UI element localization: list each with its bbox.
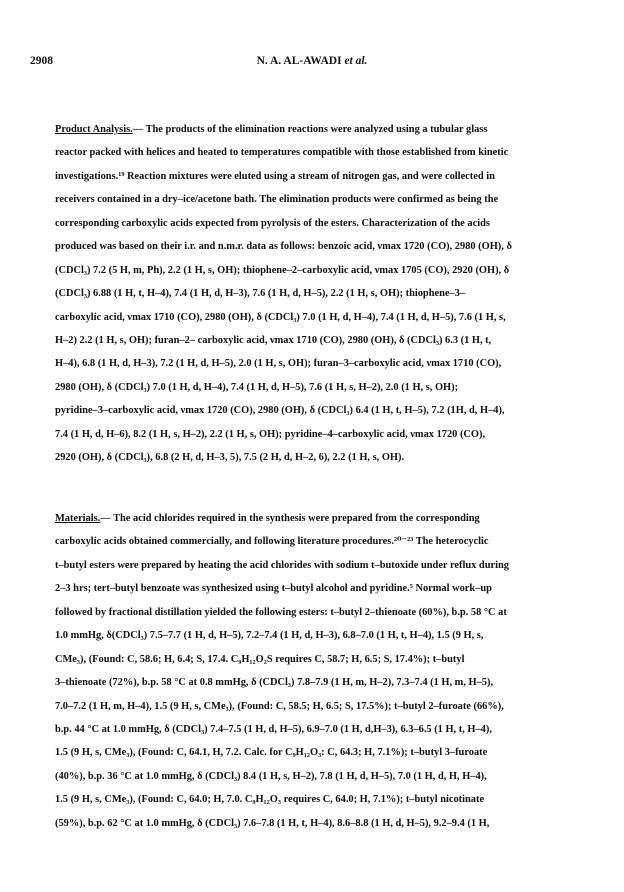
paragraph-line: (59%), b.p. 62 °C at 1.0 mmHg, δ (CDCl₃) 7.6–7.8 (1 H, t, H–4), 8.6–8.8 (1 H, d, H–5), 9.2–9.4 (1 H, [55,817,490,829]
section-heading-materials: Materials. [55,513,101,524]
section-heading-product-analysis: Product Analysis. [55,124,133,135]
paragraph-line: 7.4 (1 H, d, H–6), 8.2 (1 H, s, H–2), 2.2 (1 H, s, OH); pyridine–4–carboxylic acid, νmax 1720 (CO), [55,428,486,440]
paragraph-line: 2980 (OH), δ (CDCl₃) 7.0 (1 H, d, H–4), 7.4 (1 H, d, H–5), 7.6 (1 H, s, H–2), 2.0 (1 H, s, OH); [55,381,459,393]
paragraph-line: 1.5 (9 H, s, CMe₃), (Found: C, 64.0; H, 7.0. C₉H₁₂O₃ requires C, 64.0; H, 7.1%); t–butyl nicotinate [55,794,485,806]
paragraph-line: b.p. 44 °C at 1.0 mmHg, δ (CDCl₃) 7.4–7.5 (1 H, d, H–5), 6.9–7.0 (1 H, d,H–3), 6.3–6.5 (1 H, t, H–4), [55,723,492,735]
paragraph-line: carboxylic acids obtained commercially, and following literature procedures.²⁰⁻²³ The heterocyclic [55,536,489,548]
paragraph-line: Product Analysis.— The products of the elimination reactions were analyzed using a tubular glass [55,124,488,135]
paragraph-line: H–2) 2.2 (1 H, s, OH); furan–2– carboxylic acid, νmax 1710 (CO), 2980 (OH), δ (CDCl₃) 6.3 (1 H, t, [55,334,492,346]
paragraph-line: Materials.— The acid chlorides required in the synthesis were prepared from the corresponding [55,513,480,524]
paragraph-line: carboxylic acid, νmax 1710 (CO), 2980 (OH), δ (CDCl₃) 7.0 (1 H, d, H–4), 7.4 (1 H, d, H–5), 7.6 (1 H, s, [55,311,506,323]
paragraph-line: produced was based on their i.r. and n.m.r. data as follows: benzoic acid, νmax 1720 (CO), 2980 (OH), δ [55,241,512,253]
running-head [30,55,594,67]
page-number: 2908 [30,55,53,67]
paragraph-line: reactor packed with helices and heated to temperatures compatible with those established from kinetic [55,147,509,159]
paragraph-line: pyridine–3–carboxylic acid, νmax 1720 (CO), 2980 (OH), δ (CDCl₃) 6.4 (1 H, t, H–5), 7.2 (1H, d, H–4), [55,405,505,417]
paragraph-line: (CDCl₃) 6.88 (1 H, t, H–4), 7.4 (1 H, d, H–3), 7.6 (1 H, d, H–5), 2.2 (1 H, s, OH); thiophene–3– [55,288,466,300]
paragraph-line: receivers contained in a dry–ice/acetone bath. The elimination products were confirmed as being the [55,194,499,206]
paragraph-product-analysis [55,118,588,470]
paragraph-line: t–butyl esters were prepared by heating the acid chlorides with sodium t–butoxide under reflux during [55,559,509,571]
paragraph-line: 3–thienoate (72%), b.p. 58 °C at 0.8 mmHg, δ (CDCl₃) 7.8–7.9 (1 H, m, H–2), 7.3–7.4 (1 H, m, H–5), [55,677,494,689]
running-head-authors: N. A. AL-AWADI [256,55,342,67]
paragraph-line: 2920 (OH), δ (CDCl₃), 6.8 (2 H, d, H–3, 5), 7.5 (2 H, d, H–2, 6), 2.2 (1 H, s, OH). [55,452,405,464]
paragraph-line: 2–3 hrs; tert–butyl benzoate was synthesized using t–butyl alcohol and pyridine.⁵ Normal work–up [55,583,492,595]
page-header [30,55,594,75]
paragraph-line: H–4), 6.8 (1 H, d, H–3), 7.2 (1 H, d, H–5), 2.0 (1 H, s, OH); furan–3–carboxylic acid, νmax 1710 (CO), [55,358,502,370]
paragraph-line: 1.5 (9 H, s, CMe₃), (Found: C, 64.1, H, 7.2. Calc. for C₉H₁₂O₃: C, 64.3; H, 7.1%); t–butyl 3–furoate [55,747,488,759]
running-head-et-al: et al. [344,55,368,67]
paragraph-line: (40%), b.p. 36 °C at 1.0 mmHg, δ (CDCl₃) 8.4 (1 H, s, H–2), 7.8 (1 H, d, H–5), 7.0 (1 H, d, H, H–4), [55,770,487,782]
paragraph-line: (CDCl₃) 7.2 (5 H, m, Ph), 2.2 (1 H, s, OH); thiophene–2–carboxylic acid, νmax 1705 (CO), 2920 (OH), δ [55,264,510,276]
paragraph-line: 7.0–7.2 (1 H, m, H–4), 1.5 (9 H, s, CMe₃), (Found: C, 58.5; H, 6.5; S, 17.5%); t–butyl 2–furoate (66%), [55,700,504,712]
paragraph-line: corresponding carboxylic acids expected from pyrolysis of the esters. Characterization of the acids [55,217,490,229]
paragraph-line: 1.0 mmHg, δ(CDCl₃) 7.5–7.7 (1 H, d, H–5), 7.2–7.4 (1 H, d, H–3), 6.8–7.0 (1 H, t, H–4), 1.5 (9 H, s, [55,630,484,642]
paragraph-line: followed by fractional distillation yielded the following esters: t–butyl 2–thienoate (60%), b.p. 58 °C at [55,606,507,618]
paragraph-materials [55,507,588,835]
paragraph-line: CMe₃), (Found: C, 58.6; H, 6.4; S, 17.4. C₉H₁₂O₂S requires C, 58.7; H, 6.5; S, 17.4%); t–butyl [55,653,465,665]
paragraph-line: investigations.¹⁹ Reaction mixtures were eluted using a stream of nitrogen gas, and were collected in [55,170,495,182]
